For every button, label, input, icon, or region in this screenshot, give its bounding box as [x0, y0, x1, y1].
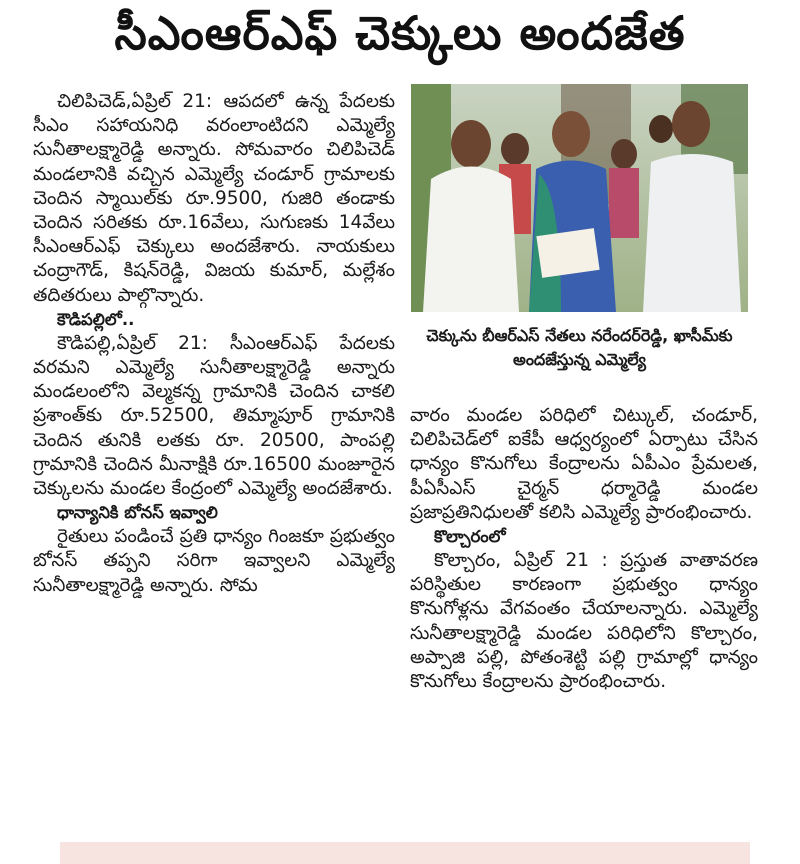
- article-paragraph: చిలిపిచెడ్,ఏప్రిల్ 21: ఆపదలో ఉన్న పేదలకు సీఎం సహాయనిధి వరంలాంటిదని ఎమ్మెల్యే సునీతాలక్ష్మారెడ్డి అన్నారు. సోమవారం చిలిపిచెడ్ మండలానికి వచ్చిన ఎమ్మెల్యే చండూర్ గ్రామాలకు చెందిన స్మాయిల్‌కు రూ.9500, గుజిరి తండాకు చెందిన సరితకు రూ.16వేలు, సుగుణకు 14వేలు సీఎంఆర్ఎఫ్ చెక్కులు అందజేశారు. నాయకులు చంద్రాగౌడ్, కిషన్‌రెడ్డి, విజయ కుమార్, మల్లేశం తదితరులు పాల్గొన్నారు.: [33, 91, 395, 306]
- left-column: [33, 90, 395, 598]
- right-column: [410, 404, 758, 694]
- article-paragraph: వారం మండల పరిధిలో చిట్కుల్, చండూర్, చిలిపిచెడ్‌లో ఐకేపీ ఆధ్వర్యంలో ఏర్పాటు చేసిన ధాన్యం కొనుగోలు కేంద్రాలను ఏపీఎం ప్రేమలత, పీఏసీఎస్ చైర్మన్ ధర్మారెడ్డి మండల ప్రజాప్రతినిధులతో కలిసి ఎమ్మెల్యే ప్రారంభించారు.: [410, 405, 758, 523]
- photo-caption: చెక్కును బీఆర్ఎస్ నేతలు నరేందర్‌రెడ్డి, ఖాసీమ్‌కు అందజేస్తున్న ఎమ్మెల్యే: [426, 326, 733, 369]
- news-photo: [411, 84, 748, 312]
- next-headline-band: [60, 842, 750, 864]
- article-paragraph: కౌడిపల్లి,ఏప్రిల్ 21: సీఎంఆర్ఎఫ్ పేదలకు వరమని ఎమ్మెల్యే సునీతాలక్ష్మారెడ్డి అన్నారు మండలంలోని వెల్మకన్న గ్రామానికి చెందిన చాకలి ప్రశాంత్‌కు రూ.52500, తిమ్మాపూర్ గ్రామానికి చెందిన తునికి లతకు రూ. 20500, పాంపల్లి గ్రామానికి చెందిన మీనాక్షికి రూ.16500 మంజూరైన చెక్కులను మండల కేంద్రంలో ఎమ్మెల్యే అందజేశారు.: [33, 332, 395, 500]
- headline: సీఎంఆర్ఎఫ్ చెక్కులు అందజేత: [114, 6, 686, 60]
- article-paragraph: రైతులు పండించే ప్రతి ధాన్యం గింజకూ ప్రభుత్వం బోనస్ తప్పని సరిగా ఇవ్వాలని ఎమ్మెల్యే సునీతాలక్ష్మారెడ్డి అన్నారు. సోమ: [33, 526, 395, 596]
- subheading: ధాన్యానికి బోనస్ ఇవ్వాలి: [57, 503, 218, 523]
- article-paragraph: కొల్చారం, ఏప్రిల్ 21 : ప్రస్తుత వాతావరణ పరిస్థితుల కారణంగా ప్రభుత్వం ధాన్యం కొనుగోళ్లను వేగవంతం చేయాలన్నారు. ఎమ్మెల్యే సునీతాలక్ష్మారెడ్డి మండల పరిధిలోని కొల్చారం, అప్పాజి పల్లి, పోతంశెట్టి పల్లి గ్రామాల్లో ధాన్యం కొనుగోలు కేంద్రాలను ప్రారంభించారు.: [410, 550, 758, 693]
- subheading: కొల్చారంలో: [434, 527, 506, 547]
- subheading: కౌడిపల్లిలో..: [57, 309, 135, 329]
- photo-illustration: [411, 84, 748, 312]
